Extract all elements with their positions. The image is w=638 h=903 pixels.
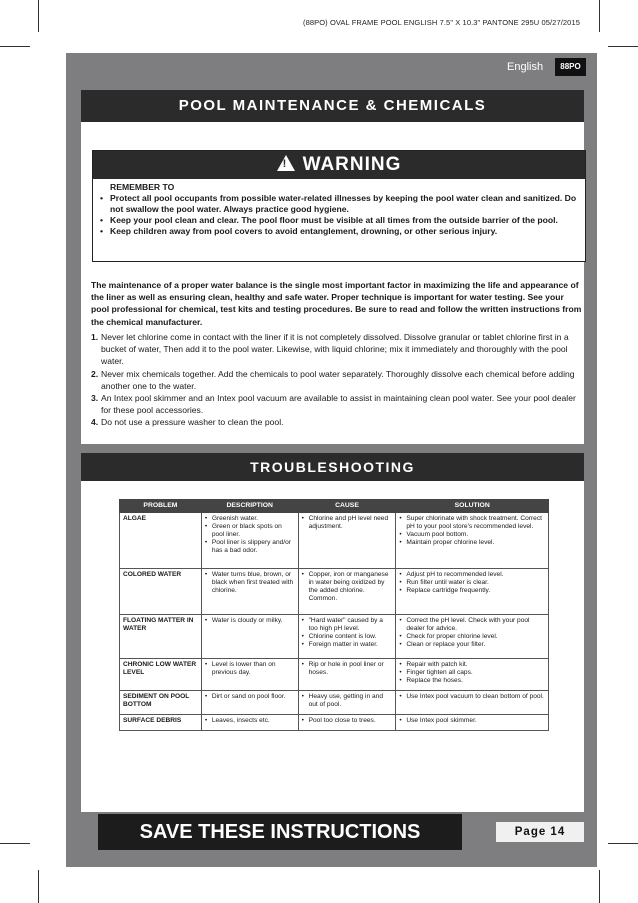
- model-code-badge: 88PO: [555, 58, 586, 76]
- warning-triangle-icon: !: [277, 155, 295, 171]
- description-item: • Leaves, insects etc.: [205, 717, 295, 725]
- step-item: [91, 368, 583, 392]
- step-number: 2.: [91, 368, 99, 379]
- description-item: • Water turns blue, brown, or black when first treated with chlorine.: [205, 571, 295, 595]
- description-cell: [201, 691, 298, 715]
- solution-cell: [396, 659, 549, 691]
- crop-mark: [38, 0, 39, 32]
- solution-item: • Correct the pH level. Check with your pool dealer for advice.: [399, 617, 545, 633]
- troubleshooting-table: [119, 499, 549, 731]
- description-item: • Green or black spots on pool liner.: [205, 523, 295, 539]
- solution-cell: [396, 615, 549, 659]
- table-row: [120, 715, 549, 731]
- step-number: 4.: [91, 417, 99, 428]
- solution-item: • Use Intex pool skimmer.: [399, 717, 545, 725]
- step-text: Never mix chemicals together. Add the chemicals to pool water separately. Thoroughly dissolve each chemical before adding another one to the water.: [101, 368, 575, 391]
- crop-mark: [608, 46, 638, 47]
- crop-mark: [608, 843, 638, 844]
- solution-item: • Maintain proper chlorine level.: [399, 539, 545, 547]
- solution-item: • Adjust pH to recommended level.: [399, 571, 545, 579]
- solution-cell: [396, 513, 549, 569]
- solution-item: • Run filter until water is clear.: [399, 579, 545, 587]
- cause-cell: [298, 569, 396, 615]
- column-header: CAUSE: [298, 500, 396, 513]
- cause-item: • Foreign matter in water.: [302, 641, 393, 649]
- table-row: [120, 691, 549, 715]
- cause-item: • Pool too close to trees.: [302, 717, 393, 725]
- warning-lead: REMEMBER TO: [110, 182, 175, 192]
- cause-cell: [298, 715, 396, 731]
- cause-item: • "Hard water" caused by a too high pH level.: [302, 617, 393, 633]
- description-cell: [201, 659, 298, 691]
- solution-item: • Super chlorinate with shock treatment. Correct pH to your pool store's recommended level.: [399, 515, 545, 531]
- problem-cell: SEDIMENT ON POOL BOTTOM: [120, 691, 202, 715]
- description-item: • Pool liner is slippery and/or has a bad odor.: [205, 539, 295, 555]
- step-item: [91, 416, 583, 428]
- solution-item: • Replace cartridge frequently.: [399, 587, 545, 595]
- step-text: Never let chlorine come in contact with the liner if it is not completely dissolved. Dissolve granular or tablet chlorine first in a bucket of water, Then add it to the pool water. Likewise, with liquid chlorine; mix it immediately and thoroughly with the pool water.: [101, 332, 569, 367]
- table-row: [120, 513, 549, 569]
- table-row: [120, 615, 549, 659]
- description-cell: [201, 513, 298, 569]
- solution-item: • Repair with patch kit.: [399, 661, 545, 669]
- warning-item: • Keep your pool clean and clear. The pool floor must be visible at all times from the outside barrier of the pool.: [100, 215, 579, 226]
- description-cell: [201, 715, 298, 731]
- cause-item: • Chlorine and pH level need adjustment.: [302, 515, 393, 531]
- table-row: [120, 569, 549, 615]
- description-item: • Water is cloudy or milky.: [205, 617, 295, 625]
- cause-item: • Heavy use, getting in and out of pool.: [302, 693, 393, 709]
- warning-item: • Keep children away from pool covers to avoid entanglement, drowning, or other serious injury.: [100, 226, 579, 237]
- print-slug: (88PO) OVAL FRAME POOL ENGLISH 7.5" X 10.3" PANTONE 295U 05/27/2015: [302, 18, 580, 27]
- cause-cell: [298, 513, 396, 569]
- solution-cell: [396, 569, 549, 615]
- step-number: 3.: [91, 393, 99, 404]
- problem-cell: SURFACE DEBRIS: [120, 715, 202, 731]
- solution-item: • Replace the hoses.: [399, 677, 545, 685]
- page-number: Page 14: [496, 822, 584, 842]
- problem-cell: CHRONIC LOW WATER LEVEL: [120, 659, 202, 691]
- cause-cell: [298, 659, 396, 691]
- warning-box: [92, 150, 586, 262]
- description-cell: [201, 569, 298, 615]
- intro-paragraph: The maintenance of a proper water balance is the single most important factor in maximizing the life and appearance of the liner as well as ensuring clean, healthy and safe water. Proper technique is important for water testing. See your pool professional for chemical, test kits and testing procedures. Be sure to read and follow the written instructions from the chemical manufacturer.: [91, 280, 582, 327]
- problem-cell: FLOATING MATTER IN WATER: [120, 615, 202, 659]
- crop-mark: [599, 870, 600, 903]
- solution-item: • Use Intex pool vacuum to clean bottom of pool.: [399, 693, 545, 701]
- crop-mark: [599, 0, 600, 32]
- cause-cell: [298, 615, 396, 659]
- warning-item: • Protect all pool occupants from possible water-related illnesses by keeping the pool water clean and sanitized. Do not swallow the pool water. Always practice good hygiene.: [100, 193, 579, 215]
- table-row: [120, 659, 549, 691]
- step-text: An Intex pool skimmer and an Intex pool vacuum are available to assist in maintaining clean pool water. See your pool dealer for these pool accessories.: [101, 393, 576, 416]
- description-cell: [201, 615, 298, 659]
- solution-item: • Vacuum pool bottom.: [399, 531, 545, 539]
- description-item: • Greenish water.: [205, 515, 295, 523]
- troubleshooting-title: TROUBLESHOOTING: [81, 453, 584, 481]
- warning-body: [100, 182, 579, 237]
- step-text: Do not use a pressure washer to clean the pool.: [101, 417, 284, 428]
- solution-item: • Finger tighten all caps.: [399, 669, 545, 677]
- cause-item: • Rip or hole in pool liner or hoses.: [302, 661, 393, 677]
- crop-mark: [0, 46, 30, 47]
- step-item: [91, 331, 583, 368]
- cause-item: • Chlorine content is low.: [302, 633, 393, 641]
- column-header: SOLUTION: [396, 500, 549, 513]
- warning-header: [93, 151, 585, 179]
- steps-list: [91, 331, 583, 429]
- warning-title: WARNING: [302, 154, 402, 175]
- solution-item: • Clean or replace your filter.: [399, 641, 545, 649]
- step-item: [91, 392, 583, 416]
- solution-cell: [396, 691, 549, 715]
- column-header: PROBLEM: [120, 500, 202, 513]
- cause-item: • Copper, iron or manganese in water being oxidized by the added chlorine. Common.: [302, 571, 393, 603]
- crop-mark: [38, 870, 39, 903]
- section-title: POOL MAINTENANCE & CHEMICALS: [81, 90, 584, 122]
- problem-cell: COLORED WATER: [120, 569, 202, 615]
- solution-item: • Check for proper chlorine level.: [399, 633, 545, 641]
- column-header: DESCRIPTION: [201, 500, 298, 513]
- language-label: English: [507, 61, 544, 73]
- problem-cell: ALGAE: [120, 513, 202, 569]
- crop-mark: [0, 843, 30, 844]
- cause-cell: [298, 691, 396, 715]
- save-instructions-banner: SAVE THESE INSTRUCTIONS: [98, 814, 462, 850]
- table-header-row: [120, 500, 549, 513]
- description-item: • Level is lower than on previous day.: [205, 661, 295, 677]
- solution-cell: [396, 715, 549, 731]
- step-number: 1.: [91, 332, 99, 342]
- description-item: • Dirt or sand on pool floor.: [205, 693, 295, 701]
